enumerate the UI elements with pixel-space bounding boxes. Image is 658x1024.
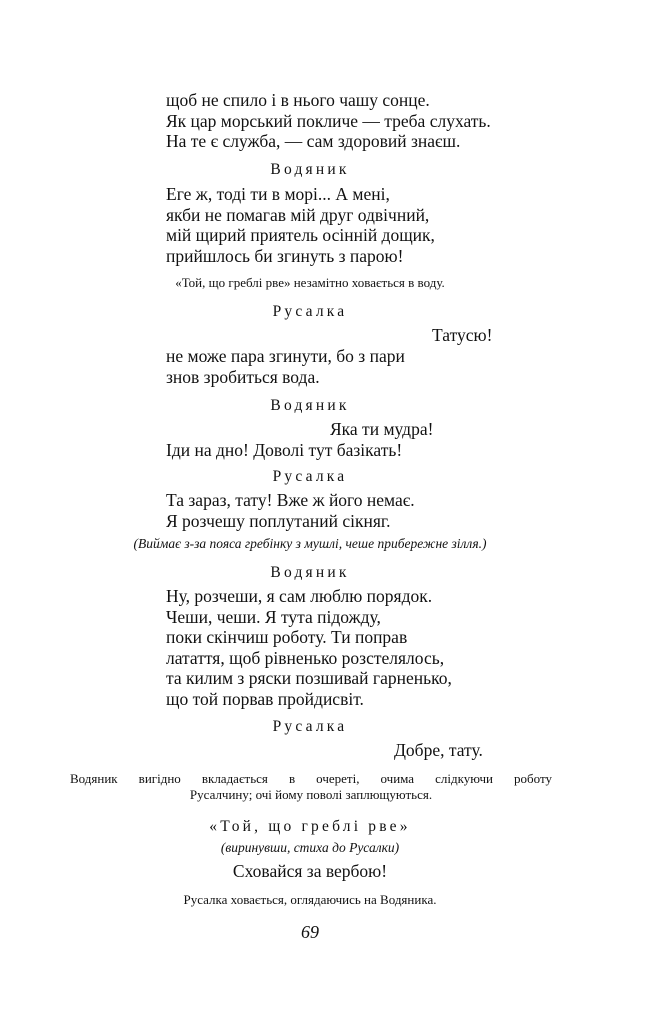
verse-line: щоб не спило і в нього чашу сонце. <box>166 90 430 110</box>
stage-direction-block <box>70 771 552 803</box>
stage-direction: Русалка ховається, оглядаючись на Водяника. <box>183 892 437 907</box>
verse-line: не може пара згинути, бо з пари <box>166 346 405 366</box>
verse-line: знов зробиться вода. <box>166 366 320 387</box>
verse-block-1 <box>166 90 491 152</box>
stage-direction: (виринувши, стиха до Русалки) <box>220 840 400 855</box>
verse-line: що той порвав пройдисвіт. <box>166 688 364 709</box>
verse-line: Еге ж, тоді ти в морі... А мені, <box>166 184 390 204</box>
verse-line-center: Сховайся за вербою! <box>232 861 388 881</box>
verse-line: Я розчешу поплутаний сікняг. <box>166 510 391 531</box>
verse-block-6 <box>166 586 452 709</box>
verse-line: мій щирий приятель осінній дощик, <box>166 225 435 245</box>
stage-direction-line: Водяник вигідно вкладається в очереті, очима слідкуючи роботу <box>70 771 552 786</box>
verse-line: якби не помагав мій друг одвічний, <box>166 204 430 225</box>
stage-direction: «Той, що греблі рве» незамітно ховається в воду. <box>175 275 445 290</box>
speaker-name: Русалка <box>272 468 348 485</box>
verse-line: Іди на дно! Доволі тут базікать! <box>166 440 403 460</box>
speaker-name: «Той, що греблі рве» <box>209 818 411 835</box>
verse-line-right: Татусю! <box>432 325 493 345</box>
verse-line: латаття, щоб рівненько розстелялось, <box>166 647 445 668</box>
verse-line: прийшлось би згинуть з парою! <box>166 245 404 266</box>
verse-block-5 <box>166 490 415 531</box>
speaker-name: Русалка <box>272 303 348 320</box>
verse-line-right: Яка ти мудра! <box>330 419 434 439</box>
speaker-name: Водяник <box>270 161 350 178</box>
stage-direction-line: Русалчину; очі йому поволі заплющуються. <box>189 787 433 802</box>
speaker-name: Водяник <box>270 397 350 414</box>
verse-line-right: Добре, тату. <box>394 740 483 760</box>
verse-block-2 <box>166 184 435 266</box>
verse-block-4 <box>166 440 402 461</box>
speaker-name: Водяник <box>270 564 350 581</box>
stage-direction: (Виймає з-за пояса гребінку з мушлі, чеше прибережне зілля.) <box>133 536 487 551</box>
verse-line: Чеши, чеши. Я тута підожду, <box>166 606 381 627</box>
speaker-name: Русалка <box>272 718 348 735</box>
verse-line: Та зараз, тату! Вже ж його немає. <box>166 490 415 510</box>
page-number: 69 <box>301 922 319 942</box>
verse-block-3 <box>166 346 405 387</box>
verse-line: Як цар морський покличе — треба слухать. <box>166 110 491 131</box>
verse-line: На те є служба, — сам здоровий знаєш. <box>166 131 461 151</box>
verse-line: Ну, розчеши, я сам люблю порядок. <box>166 586 433 606</box>
verse-line: поки скінчиш роботу. Ти поправ <box>166 627 408 647</box>
verse-line: та килим з ряски позшивай гарненько, <box>166 668 452 688</box>
